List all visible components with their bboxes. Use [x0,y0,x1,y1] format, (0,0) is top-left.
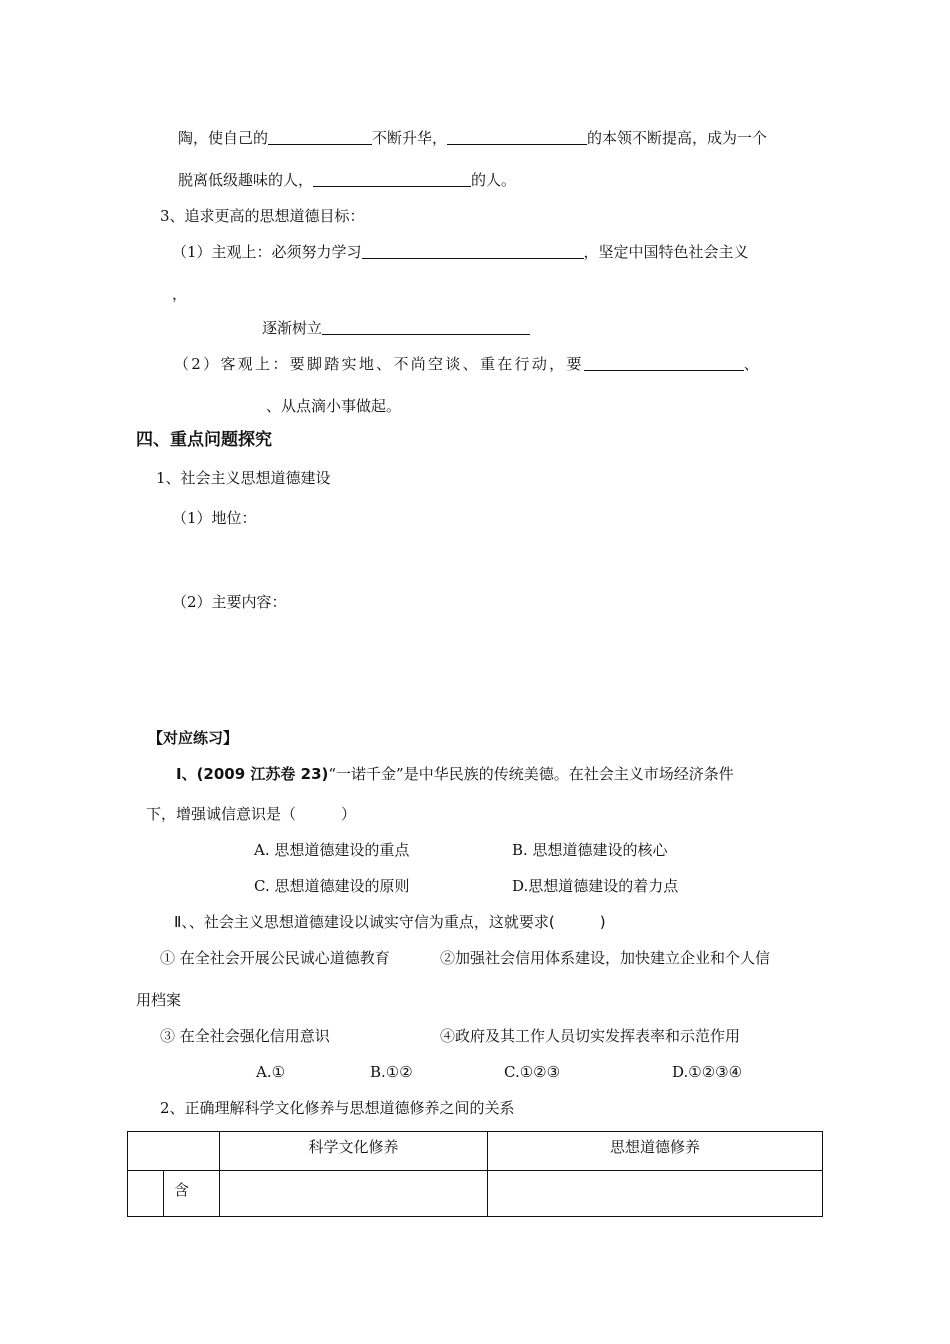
question-1-prefix: Ⅰ、(2009 江苏卷 23) [176,765,329,783]
question-1-option-a: A. 思想道德建设的重点 [254,841,410,859]
text-segment: 不断升华， [372,129,448,147]
fill-blank [268,128,372,145]
text-segment: 逐渐树立 [262,319,323,337]
text-line-1 [178,128,767,148]
fill-blank [313,170,471,187]
table-cell [488,1171,823,1217]
fill-blank [584,354,744,371]
item-3-sub1-comma: ， [172,285,188,303]
question-2-option-d: D.①②③④ [672,1063,743,1081]
text-segment: （1）主观上：必须努力学习 [172,243,362,261]
fill-blank [322,318,530,335]
item-1-sub1: （1）地位： [172,509,257,527]
item-3-title: 3、追求更高的思想道德目标： [160,207,365,225]
item-3-sub1-cont [262,318,530,338]
question-1-option-c: C. 思想道德建设的原则 [254,877,410,895]
question-2-statement-3: ③ 在全社会强化信用意识 [160,1027,330,1045]
question-2-statement-2-cont: 用档案 [136,991,182,1009]
item-3-sub2-cont: 、从点滴小事做起。 [266,397,402,415]
table-header-row [128,1132,823,1171]
question-2-option-a: A.① [256,1063,286,1081]
table-header-cell: 思想道德修养 [488,1132,823,1171]
table-cell [128,1171,164,1217]
question-2: Ⅱ、、社会主义思想道德建设以诚实守信为重点，这就要求( ) [174,913,606,931]
fill-blank [362,242,584,259]
item-1-sub2: （2）主要内容： [172,593,287,611]
comparison-table [127,1131,823,1217]
table-row-label: 含 [164,1171,220,1217]
fill-blank [447,128,587,145]
item-2-title: 2、正确理解科学文化修养与思想道德修养之间的关系 [160,1099,515,1117]
item-3-sub1 [172,242,749,262]
question-1 [176,764,734,784]
table-header-cell: 科学文化修养 [220,1132,488,1171]
question-1-cont: 下，增强诚信意识是（ ） [146,805,357,823]
question-1-option-d: D.思想道德建设的着力点 [512,877,679,895]
table-cell [220,1171,488,1217]
practice-heading: 【对应练习】 [148,729,239,747]
table-corner-cell [128,1132,220,1171]
text-segment: ，坚定中国特色社会主义 [583,243,749,261]
question-2-option-c: C.①②③ [504,1063,561,1081]
question-2-statement-2: ②加强社会信用体系建设，加快建立企业和个人信 [440,949,771,967]
item-3-sub2 [174,354,761,374]
item-1-title: 1、社会主义思想道德建设 [156,469,331,487]
question-2-statement-1: ① 在全社会开展公民诚心道德教育 [160,949,390,967]
question-1-text: “一诺千金”是中华民族的传统美德。在社会主义市场经济条件 [328,765,734,783]
question-2-option-b: B.①② [370,1063,413,1081]
text-segment: 的本领不断提高，成为一个 [587,129,768,147]
question-1-option-b: B. 思想道德建设的核心 [512,841,668,859]
text-segment: 陶，使自己的 [178,129,269,147]
text-segment: 、 [743,355,762,373]
text-segment: 脱离低级趣味的人， [178,171,314,189]
section-heading: 四、重点问题探究 [136,430,272,450]
text-line-2 [178,170,516,190]
text-segment: （2）客观上：要脚踏实地、不尚空谈、重在行动，要 [174,355,584,373]
text-segment: 的人。 [471,171,517,189]
question-2-statement-4: ④政府及其工作人员切实发挥表率和示范作用 [440,1027,741,1045]
table-row [128,1171,823,1217]
